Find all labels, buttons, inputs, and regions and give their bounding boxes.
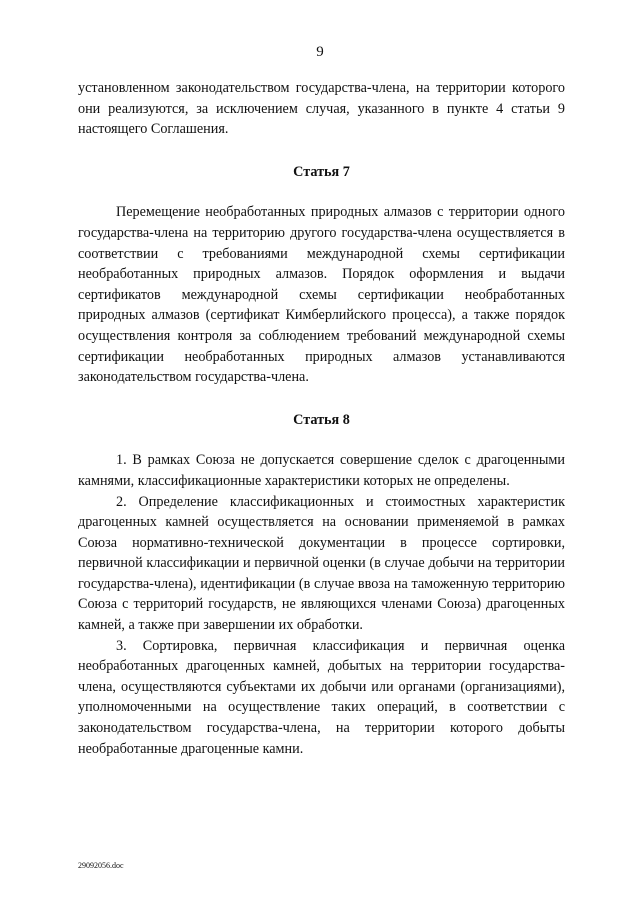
page-number: 9 xyxy=(316,44,324,60)
article-7-paragraph: Перемещение необработанных природных алмазов с территории одного государства-члена на территорию другого государства-члена осуществляется в соответствии с требованиями международной схемы сертификации необработанных природных алмазов. Порядок оформления и выдачи сертификатов международной схемы сертификации необработанных природных алмазов (сертификат Кимберлийского процесса), а также порядок осуществления контроля за соблюдением требований международной схемы сертификации необработанных природных алмазов устанавливаются законодательством государства-члена. xyxy=(78,204,565,386)
article-8-paragraph-1: 1. В рамках Союза не допускается совершение сделок с драгоценными камнями, классификационные характеристики которых не определены. xyxy=(78,452,565,489)
article-8-paragraph-3: 3. Сортировка, первичная классификация и первичная оценка необработанных драгоценных камней, добытых на территории государства-члена, осуществляются субъектами их добычи или органами (организациями), уполномоченными на осуществление таких операций, в соответствии с законодательством государства-члена, на территории которого добыты необработанные драгоценные камни. xyxy=(78,637,565,757)
footer-file-name: 29092056.doc xyxy=(78,861,124,870)
article-8-paragraph-2: 2. Определение классификационных и стоимостных характеристик драгоценных камней осуществляется на основании применяемой в рамках Союза нормативно-технической документации в процессе сортировки, первичной классификации и первичной оценки (в случае добычи на территории государства-члена), идентификации (в случае ввоза на таможенную территорию Союза с территорий государств, не являющихся членами Союза) драгоценных камней, а также при завершении их обработки. xyxy=(78,493,565,634)
document-body xyxy=(78,78,565,759)
continuation-paragraph: установленном законодательством государства-члена, на территории которого они реализуются, за исключением случая, указанного в пункте 4 статьи 9 настоящего Соглашения. xyxy=(78,80,565,138)
article-7-title: Статья 7 xyxy=(293,163,350,180)
article-8-title: Статья 8 xyxy=(293,411,350,428)
